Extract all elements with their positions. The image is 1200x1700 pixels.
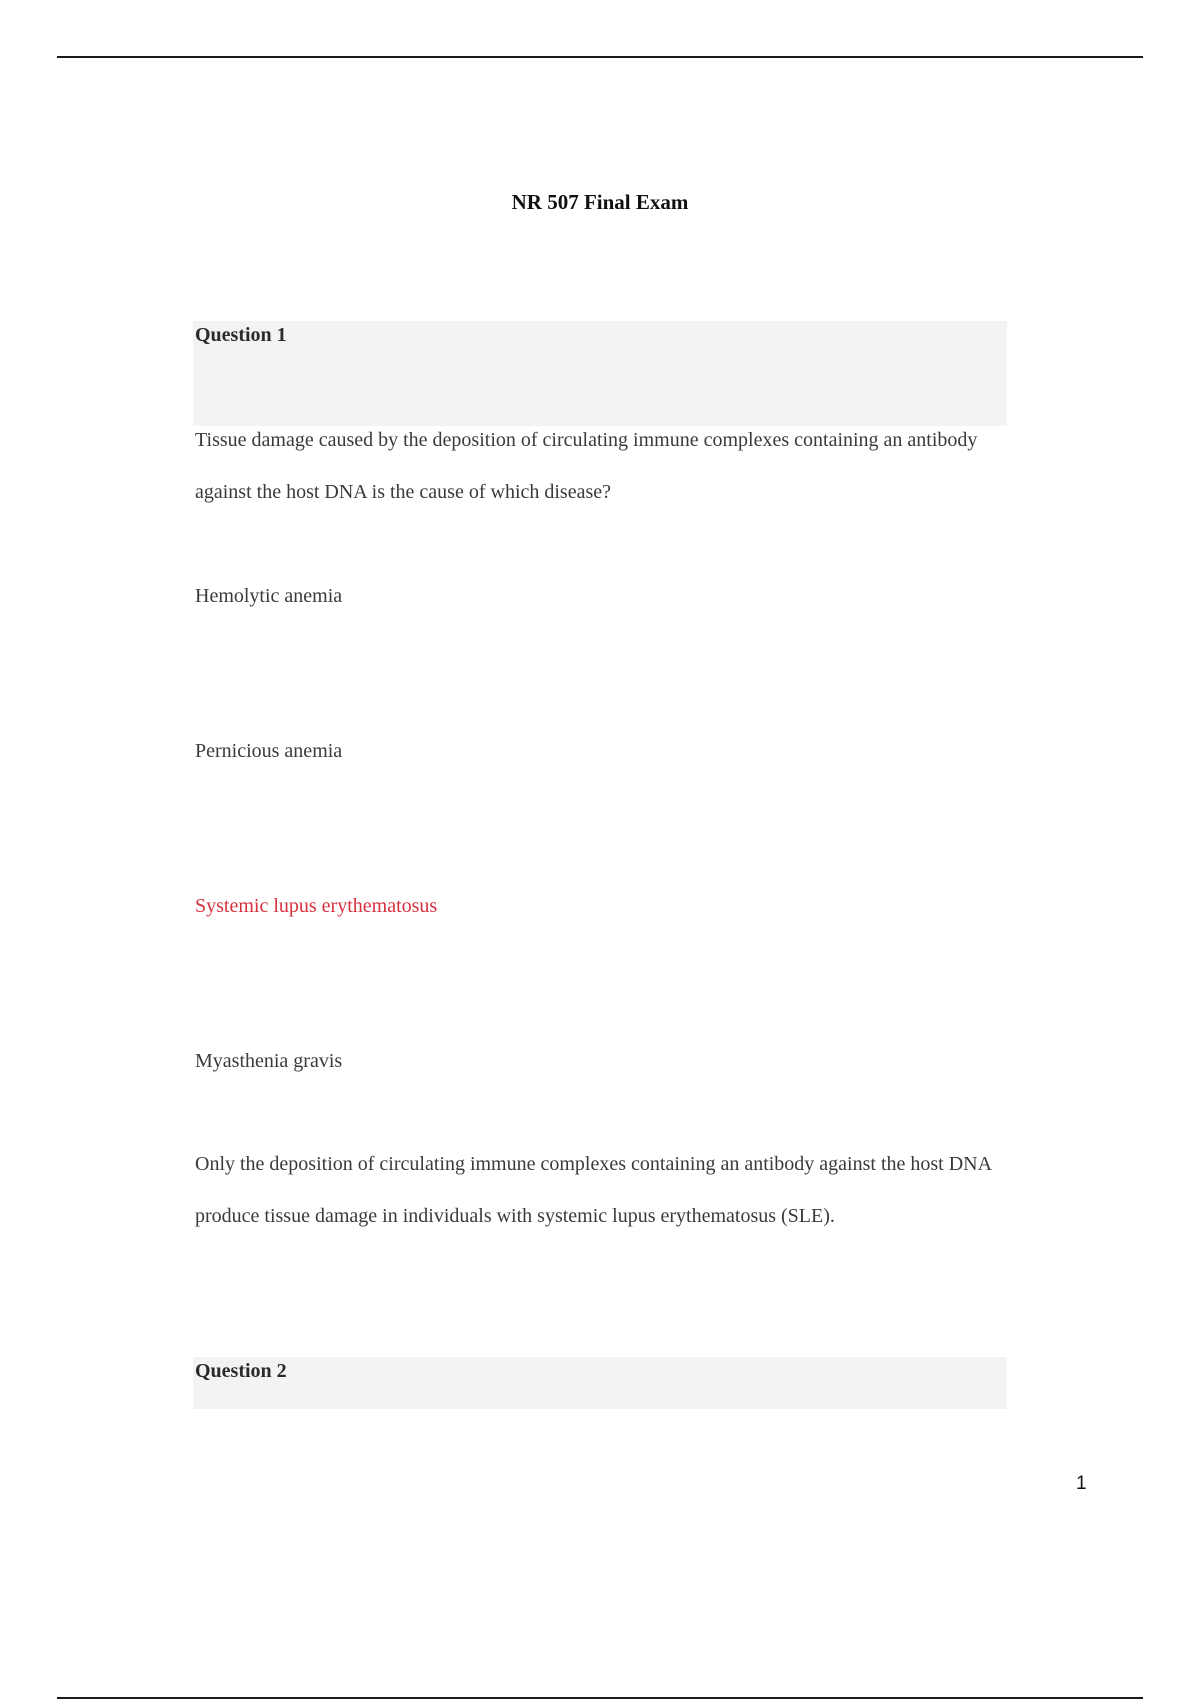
top-rule	[57, 56, 1143, 58]
option-c-correct-answer: Systemic lupus erythematosus	[195, 895, 438, 917]
option-a: Hemolytic anemia	[195, 585, 343, 607]
bottom-rule	[57, 1697, 1143, 1699]
question-1-rationale: Only the deposition of circulating immune complexes containing an antibody against the host DNA produce tissue damage in individuals with systemic lupus erythematosus (SLE).	[195, 1153, 991, 1227]
question-1-text: Tissue damage caused by the deposition of circulating immune complexes containing an antibody against the host DNA is the cause of which disease?	[195, 429, 978, 503]
question-1-header	[193, 321, 1007, 426]
question-1-label: Question 1	[195, 324, 287, 346]
option-b: Pernicious anemia	[195, 740, 343, 762]
page-number: 1	[1076, 1473, 1087, 1494]
page-title: NR 507 Final Exam	[511, 190, 689, 214]
question-2-header	[193, 1357, 1007, 1409]
option-d: Myasthenia gravis	[195, 1050, 343, 1072]
question-2-label: Question 2	[195, 1360, 287, 1382]
